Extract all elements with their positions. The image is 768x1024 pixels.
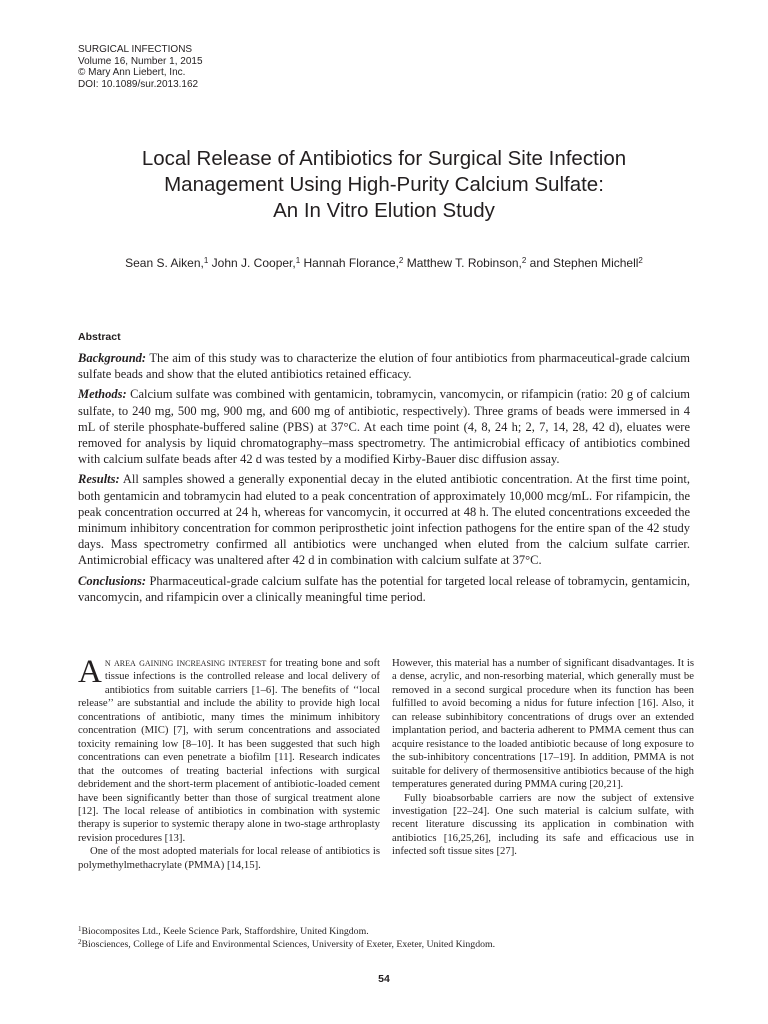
conclusions-text: Pharmaceutical-grade calcium sulfate has the potential for targeted local release of tobramycin, gentamicin, vancomycin, and rifampicin over a clinically meaningful time period. bbox=[78, 573, 690, 604]
author-affiliation-mark: 2 bbox=[638, 256, 643, 265]
background-label: Background: bbox=[78, 351, 147, 365]
abstract-conclusions bbox=[78, 573, 690, 605]
conclusions-label: Conclusions: bbox=[78, 573, 147, 588]
author-name: John J. Cooper, bbox=[211, 256, 296, 270]
author-affiliation-mark: 2 bbox=[521, 256, 527, 265]
footnote-mark: 1 bbox=[78, 925, 82, 933]
methods-text: Calcium sulfate was combined with gentamicin, tobramycin, vancomycin, or rifampicin (ratio: 20 g of calcium sulfate, to 240 mg, 500 mg, 900 mg, and 600 mg of antibiotic, respectively). Three grams of beads were immersed in 4 mL of sterile phosphate-buffered saline (PBS) at 37°C. At each time point (4, 8, 24 h; 2, 7, 14, 28, 42 d), eluates were removed for analysis by liquid chromatography–mass spectrometry. The antimicrobial efficacy of antibiotics combined with calcium sulfate beads after 42 d was tested by a modified Kirby-Bauer disc diffusion assay. bbox=[78, 387, 690, 467]
abstract-heading: Abstract bbox=[78, 331, 121, 343]
title-line-3: An In Vitro Elution Study bbox=[273, 199, 495, 222]
journal-volume: Volume 16, Number 1, 2015 bbox=[78, 55, 203, 67]
author-name: and Stephen Michell bbox=[529, 256, 639, 270]
results-text: All samples showed a generally exponential decay in the eluted antibiotic concentration. At the first time point, both gentamicin and tobramycin had eluted to a peak concentration of approximately 10,000 mcg/mL. For rifampicin, the peak concentration occurred at 24 h, whereas for vancomycin, it occurred at 48 h. The eluted concentrations exceeded the minimum inhibitory concentration for common periprosthetic joint infection pathogens for the entire span of the 42 study days. Mass spectrometry confirmed all antibiotics were unchanged when eluted from the calcium sulfate carrier. Antimicrobial efficacy was unaltered after 42 d in combination with calcium sulfate at 37°C. bbox=[78, 472, 691, 568]
title-line-1: Local Release of Antibiotics for Surgical Site Infection bbox=[141, 147, 627, 170]
publisher-copyright: © Mary Ann Liebert, Inc. bbox=[78, 67, 186, 79]
body-paragraph: However, this material has a number of significant disadvantages. It is a dense, acrylic, and non-resorbing material, which generally must be removed in a second surgical procedure when its function has been fulfilled to avoid becoming a nidus for future infection [16]. Also, it can release subinhibitory concentrations of drugs over an extended implantation period, and bacteria adherent to PMMA cement thus can acquire resistance to the loaded antibiotic because of long exposure to the sub-inhibitory concentrations [17–19]. In addition, PMMA is not suitable for delivery of thermosensitive antibiotics because of the high temperatures generated during PMMA curing [20,21]. bbox=[392, 657, 694, 791]
author-list bbox=[60, 256, 708, 270]
body-paragraph bbox=[78, 654, 380, 845]
journal-name: SURGICAL INFECTIONS bbox=[78, 44, 193, 55]
author-name: Matthew T. Robinson, bbox=[406, 256, 522, 270]
author-affiliation-mark: 1 bbox=[295, 256, 301, 265]
abstract-results bbox=[78, 471, 690, 568]
background-text: The aim of this study was to characterize the elution of four antibiotics from pharmaceutical-grade calcium sulfate beads and show that the eluted antibiotics retained efficacy. bbox=[78, 351, 690, 382]
author-affiliation-mark: 1 bbox=[203, 256, 209, 265]
small-caps-lead: n area gaining increasing interest bbox=[104, 657, 267, 669]
results-label: Results: bbox=[78, 472, 120, 487]
drop-cap: A bbox=[78, 654, 102, 690]
body-column-left bbox=[78, 654, 380, 872]
page-number: 54 bbox=[378, 973, 390, 985]
body-paragraph: One of the most adopted materials for local release of antibiotics is polymethylmethacrylate (PMMA) [14,15]. bbox=[78, 845, 380, 871]
article-doi: DOI: 10.1089/sur.2013.162 bbox=[78, 78, 199, 90]
paragraph-text: for treating bone and soft tissue infections is the controlled release and local delivery of antibiotics from suitable carriers [1–6]. The benefits of ‘‘local release’’ are substantial and include the ability to provide high local concentrations of antibiotic, many times the minimum inhibitory concentration (MIC) [7], with serum concentrations and associated toxicity remaining low [8–10]. It has been suggested that such high concentrations can even penetrate a biofilm [11]. Research indicates that the outcomes of treating bacterial infections with surgical debridement and the short-term placement of antibiotic-loaded cement have been significantly better than those of surgical treatment alone [12]. The local release of antibiotics in combination with systemic therapy is superior to systemic therapy alone in two-stage arthroplasty revision procedures [13]. bbox=[78, 657, 380, 844]
body-column-right bbox=[392, 657, 694, 859]
footnote-mark: 2 bbox=[78, 937, 82, 946]
author-name: Hannah Florance, bbox=[303, 256, 399, 270]
footnote bbox=[78, 939, 495, 952]
journal-masthead bbox=[78, 44, 203, 90]
footnote bbox=[78, 926, 495, 939]
author-affiliation-mark: 2 bbox=[398, 256, 404, 265]
author-name: Sean S. Aiken, bbox=[125, 256, 204, 270]
affiliation-footnotes bbox=[78, 926, 495, 951]
abstract-body bbox=[78, 350, 690, 609]
title-line-2: Management Using High-Purity Calcium Sulfate: bbox=[164, 173, 604, 196]
footnote-text: Biocomposites Ltd., Keele Science Park, Staffordshire, United Kingdom. bbox=[81, 926, 369, 937]
article-title bbox=[60, 146, 708, 224]
methods-label: Methods: bbox=[78, 387, 127, 402]
footnote-text: Biosciences, College of Life and Environmental Sciences, University of Exeter, Exeter, United Kingdom. bbox=[81, 938, 496, 950]
body-paragraph: Fully bioabsorbable carriers are now the subject of extensive investigation [22–24]. One such material is calcium sulfate, with recent literature discussing its application in combination with antibiotics [16,25,26], including its safe and efficacious use in infected soft tissue sites [27]. bbox=[392, 791, 694, 858]
abstract-methods bbox=[78, 386, 690, 467]
abstract-background bbox=[78, 350, 690, 382]
